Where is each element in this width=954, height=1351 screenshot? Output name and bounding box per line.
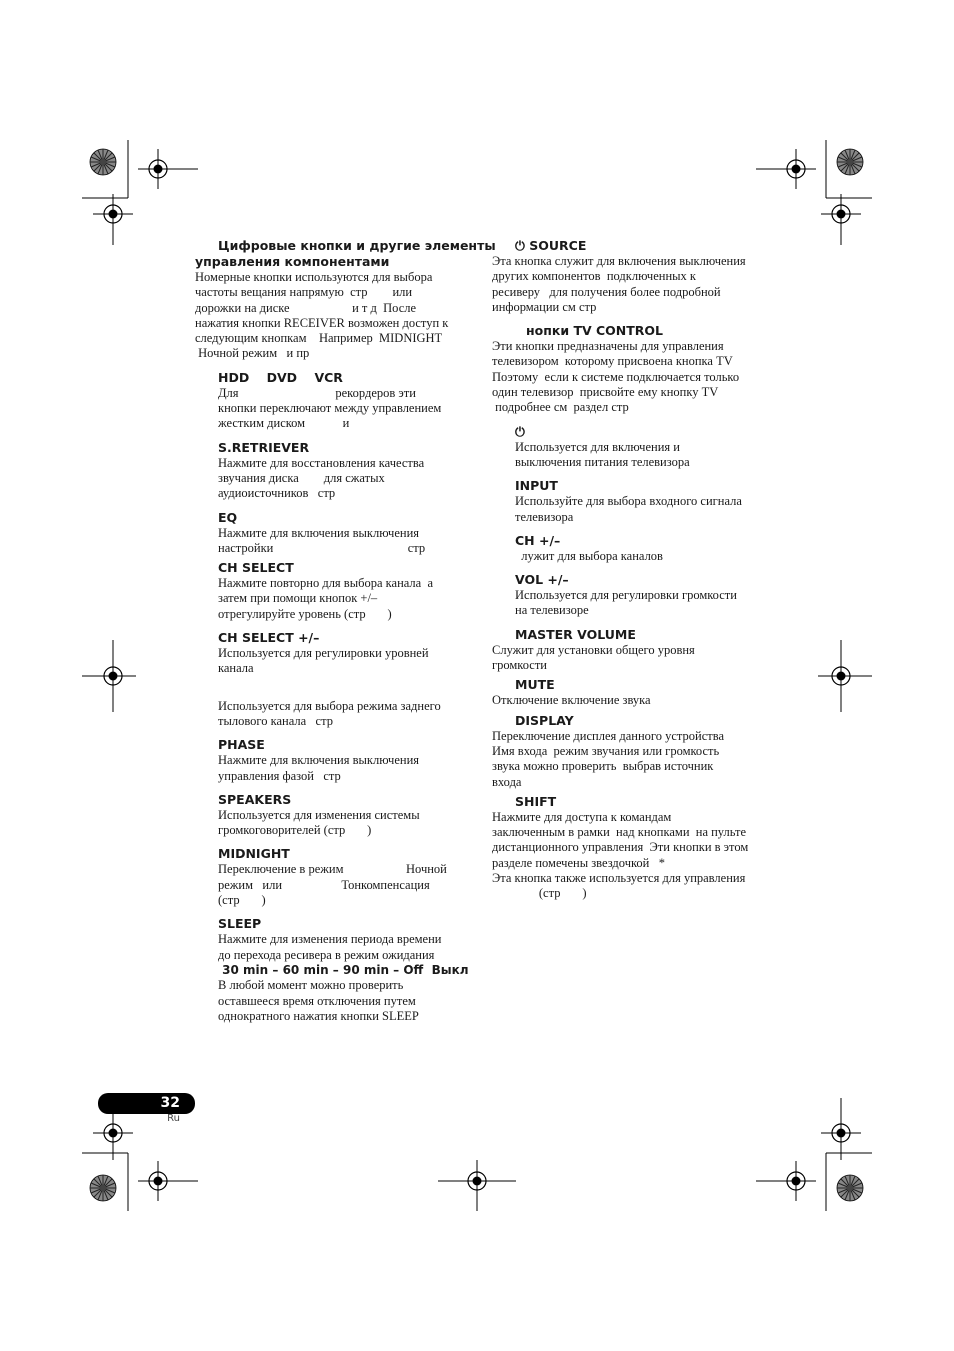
body-line: Используется для изменения системы [218,807,420,822]
source-heading [515,238,770,254]
body-line: телевизора [515,509,574,524]
intro-line: нажатия кнопки RECEIVER возможен доступ к [195,315,449,330]
mute-heading: MUTE [515,677,555,693]
shift-heading: SHIFT [515,793,557,809]
body-line: затем при помощи кнопок +/– [218,591,378,606]
body-line: дистанционного управления Эти кнопки в этом [492,840,749,855]
input-heading: INPUT [515,478,558,494]
body-line: до перехода ресивера в режим ожидания [218,947,435,962]
body-line: однократного нажатия кнопки SLEEP [218,1008,419,1023]
phase-heading: PHASE [218,737,265,753]
page-number: 32 [160,1095,180,1111]
speakers-heading: SPEAKERS [218,791,292,807]
body-line: ресиверу для получения более подробной [492,284,721,299]
body-line: В любой момент можно проверить [218,978,404,993]
tv-control-heading: нопки TV CONTROL [526,323,664,339]
body-line: Эта кнопка также используется для управления [492,871,746,886]
body-line: Нажмите для изменения периода времени [218,932,442,947]
body-line: кнопки переключают между управлением [218,401,442,416]
body-line: Отключение включение звука [492,693,651,708]
body-line: громкоговорителей (стр ) [218,823,372,838]
body-line: звучания диска для сжатых [218,470,385,485]
display-heading: DISPLAY [515,712,574,728]
body-line: телевизором которому присвоена кнопка TV [492,354,733,369]
body-line: Эти кнопки предназначены для управления [492,339,724,354]
body-line: (стр ) [492,886,587,901]
body-line: Служит для установки общего уровня [492,642,695,657]
power-icon: ⏻ [515,238,525,253]
body-line: Используется для регулировки уровней [218,646,429,661]
ch-select-heading: CH SELECT [218,560,294,576]
intro-paragraph [195,270,467,362]
body-line: громкости [492,658,547,673]
right-column [492,238,770,902]
body-line: информации см стр [492,299,597,314]
body-line: заключенным в рамки над кнопками на пульте [492,825,746,840]
body-line: Используется для регулировки громкости [515,588,737,603]
body-line: (стр ) [218,893,266,908]
body-line: входа [492,774,522,789]
language-code: Ru [167,1113,180,1124]
section-title-cont: управления компонентами [195,254,390,269]
body-line: Для рекордеров эти [218,385,416,400]
body-line: звука можно проверить выбрав источник [492,759,714,774]
body-line: жестким диском и [218,416,350,431]
body-line: Нажмите для включения выключения [218,525,420,540]
body-line: других компонентов подключенных к [492,269,696,284]
body-line: Поэтому если к системе подключается только [492,369,740,384]
body-line: аудиоисточников стр [218,486,336,501]
section-title: Цифровые кнопки и другие элементы [218,238,496,253]
body-line: Переключение дисплея данного устройства [492,728,725,743]
body-line: канала [218,661,254,676]
ch-plus-minus-heading: CH +/– [515,532,561,548]
body-line: тылового канала стр [218,713,333,728]
body-line: Нажмите для включения выключения [218,753,420,768]
hdd-dvd-vcr-heading: HDD DVD VCR [218,369,343,385]
ch-select-plus-minus-heading: CH SELECT +/– [218,630,320,646]
source-heading-label: SOURCE [529,238,587,253]
body-line: оставшееся время отключения путем [218,993,416,1008]
body-line: Эта кнопка служит для включения выключения [492,254,746,268]
body-line: Нажмите для восстановления качества [218,455,425,470]
body-line: один телевизор присвойте ему кнопку TV [492,385,719,400]
body-line: режим или Тонкомпенсация [218,877,430,892]
body-line: разделе помечены звездочкой * [492,855,665,870]
body-line: Имя входа режим звучания или громкость [492,743,720,758]
master-volume-heading: MASTER VOLUME [515,626,636,642]
body-line: Используется для выбора режима заднего [218,698,441,713]
sleep-sequence: 30 min – 60 min – 90 min – Off Выкл [218,962,469,977]
body-line: Нажмите повторно для выбора канала а [218,576,434,591]
body-line: выключения питания телевизора [515,454,690,469]
left-column [195,238,496,1024]
body-line: Используйте для выбора входного сигнала [515,494,742,509]
body-line: управления фазой стр [218,768,341,783]
body-line: Переключение в режим Ночной [218,862,447,877]
midnight-heading: MIDNIGHT [218,846,290,862]
sleep-heading: SLEEP [218,916,262,932]
body-line: подробнее см раздел стр [492,400,629,415]
s-retriever-heading: S.RETRIEVER [218,439,310,455]
body-line: настройки стр [218,540,426,555]
body-line: Используется для включения и [515,439,680,454]
intro-line: следующим кнопкам Например MIDNIGHT [195,331,443,346]
intro-line: дорожки на диске и т д После [195,300,417,315]
body-line: на телевизоре [515,603,589,618]
body-line: отрегулируйте уровень (стр ) [218,606,392,621]
intro-line: частоты вещания напрямую стр или [195,285,413,300]
intro-line: Ночной режим и пр [195,346,310,361]
body-line: лужит для выбора каналов [515,548,663,563]
intro-line: Номерные кнопки используются для выбора [195,270,433,284]
vol-plus-minus-heading: VOL +/– [515,572,569,588]
tv-power-icon: ⏻ [515,423,525,439]
body-line: Нажмите для доступа к командам [492,809,672,824]
eq-heading: EQ [218,509,238,525]
